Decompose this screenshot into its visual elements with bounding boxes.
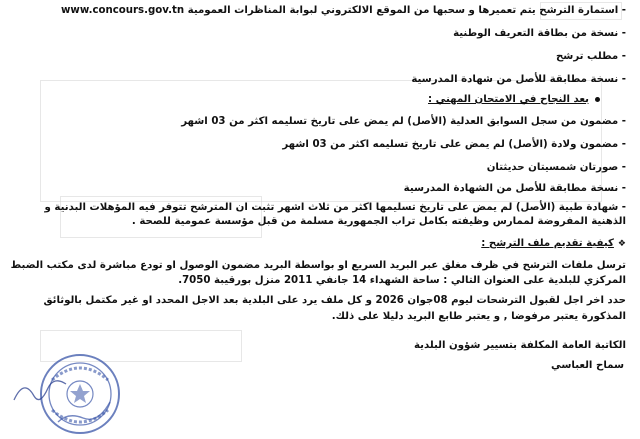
bullet: -	[618, 51, 626, 62]
list-item: - شهادة طبية (الأصل) لم يمض على تاريخ تسليمها اكثر من ثلاث اشهر تثبت ان المترشح تتوفر فيه المؤهلات البدنية و الذهنية المفروضة لممارس وظيفته بكامل تراب الجمهورية مسلمة من قبل مؤسسة عمومية للصحة .	[44, 202, 626, 227]
list-item: - نسخة مطابقة للأصل من الشهادة المدرسية	[403, 183, 626, 194]
list-item: - مضمون ولادة (الأصل) لم يمض على تاريخ تسليمه اكثر من 03 اشهر	[282, 139, 626, 150]
website-link[interactable]: www.concours.gov.tn	[61, 5, 185, 16]
list-item: - مضمون من سجل السوابق العدلية (الأصل) لم يمض على تاريخ تسليمه اكثر من 03 اشهر	[181, 116, 626, 127]
bullet: -	[618, 5, 626, 16]
signatory-name: سماح العباسي	[551, 360, 624, 371]
paragraph-deadline: حدد اخر اجل لقبول الترشحات ليوم 08جوان 2026 و كل ملف يرد على البلدية بعد الاجل المحدد او غير مكتمل بالوثائق المذكورة يعتبر مرفوضا , و يعتبر طابع البريد دليلا على ذلك.	[43, 295, 626, 322]
bullet-dot-icon	[595, 97, 600, 102]
requirement-item: - نسخة مطابقة للأصل من شهادة المدرسية	[411, 74, 626, 85]
diamond-bullet-icon: ❖	[617, 239, 626, 249]
handwritten-signature	[10, 370, 70, 414]
signature-icon	[10, 370, 70, 410]
bullet: -	[618, 28, 626, 39]
requirement-item: - نسخة من بطاقة التعريف الوطنية	[453, 28, 626, 39]
list-item: - صورتان شمسيتان حديثتان	[486, 162, 626, 173]
section-heading: بعد النجاح في الامتحان المهني :	[428, 93, 600, 107]
requirement-item: - مطلب ترشح	[555, 51, 626, 62]
bullet: -	[618, 74, 626, 85]
section-heading: ❖كيفية تقديم ملف الترشح :	[481, 238, 626, 249]
paragraph-submission: ترسل ملفات الترشح في ظرف مغلق عبر البريد السريع او بواسطة البريد مضمون الوصول او تودع مباشرة لدى مكتب الضبط المركزي للبلدية على العنوان التالي : ساحة الشهداء 14 جانفي 2011 منزل بورقيبة 7050.	[10, 260, 626, 286]
requirement-item: - استمارة الترشح يتم تعميرها و سحبها من الموقع الالكتروني لبوابة المناظرات العمومية www.concours.gov.tn	[61, 5, 626, 16]
signatory-title: الكاتبة العامة المكلفة بتسيير شؤون البلدية	[413, 340, 626, 351]
